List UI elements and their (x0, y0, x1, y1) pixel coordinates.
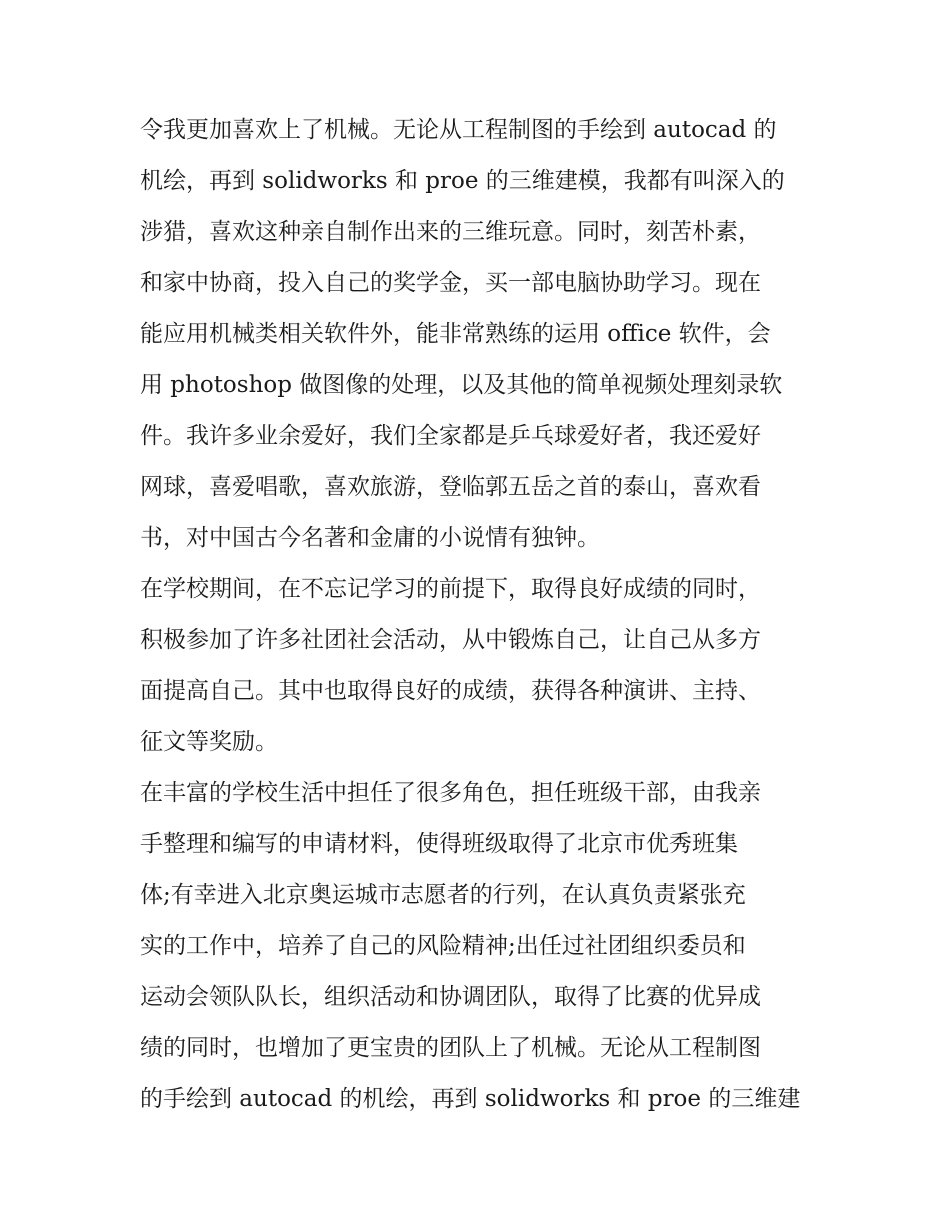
text-line: 绩的同时，也增加了更宝贵的团队上了机械。无论从工程制图 (140, 1035, 761, 1061)
text-line: 机绘，再到 solidworks 和 proe 的三维建模，我都有叫深入的 (140, 168, 785, 194)
text-line: 运动会领队队长，组织活动和协调团队，取得了比赛的优异成 (140, 984, 761, 1010)
text-line: 能应用机械类相关软件外，能非常熟练的运用 office 软件，会 (140, 321, 771, 347)
text-line: 在丰富的学校生活中担任了很多角色，担任班级干部，由我亲 (140, 780, 761, 806)
text-line: 实的工作中，培养了自己的风险精神;出任过社团组织委员和 (140, 933, 746, 959)
text-line: 的手绘到 autocad 的机绘，再到 solidworks 和 proe 的三维建 (140, 1086, 801, 1112)
text-line: 网球，喜爱唱歌，喜欢旅游，登临郭五岳之首的泰山，喜欢看 (140, 474, 761, 500)
text-line: 和家中协商，投入自己的奖学金，买一部电脑协助学习。现在 (140, 270, 761, 296)
text-line: 令我更加喜欢上了机械。无论从工程制图的手绘到 autocad 的 (140, 117, 777, 143)
text-line: 手整理和编写的申请材料，使得班级取得了北京市优秀班集 (140, 831, 738, 857)
text-line: 征文等奖励。 (140, 729, 278, 755)
text-line: 面提高自己。其中也取得良好的成绩，获得各种演讲、主持、 (140, 678, 761, 704)
text-line: 用 photoshop 做图像的处理，以及其他的简单视频处理刻录软 (140, 372, 783, 398)
text-line: 体;有幸进入北京奥运城市志愿者的行列，在认真负责紧张充 (140, 882, 746, 908)
text-line: 件。我许多业余爱好，我们全家都是乒乓球爱好者，我还爱好 (140, 423, 761, 449)
text-line: 涉猎，喜欢这种亲自制作出来的三维玩意。同时，刻苦朴素， (140, 219, 761, 245)
text-line: 积极参加了许多社团社会活动，从中锻炼自己，让自己从多方 (140, 627, 761, 653)
text-line: 书，对中国古今名著和金庸的小说情有独钟。 (140, 525, 600, 551)
text-line: 在学校期间，在不忘记学习的前提下，取得良好成绩的同时， (140, 576, 761, 602)
document-body (140, 105, 820, 1125)
